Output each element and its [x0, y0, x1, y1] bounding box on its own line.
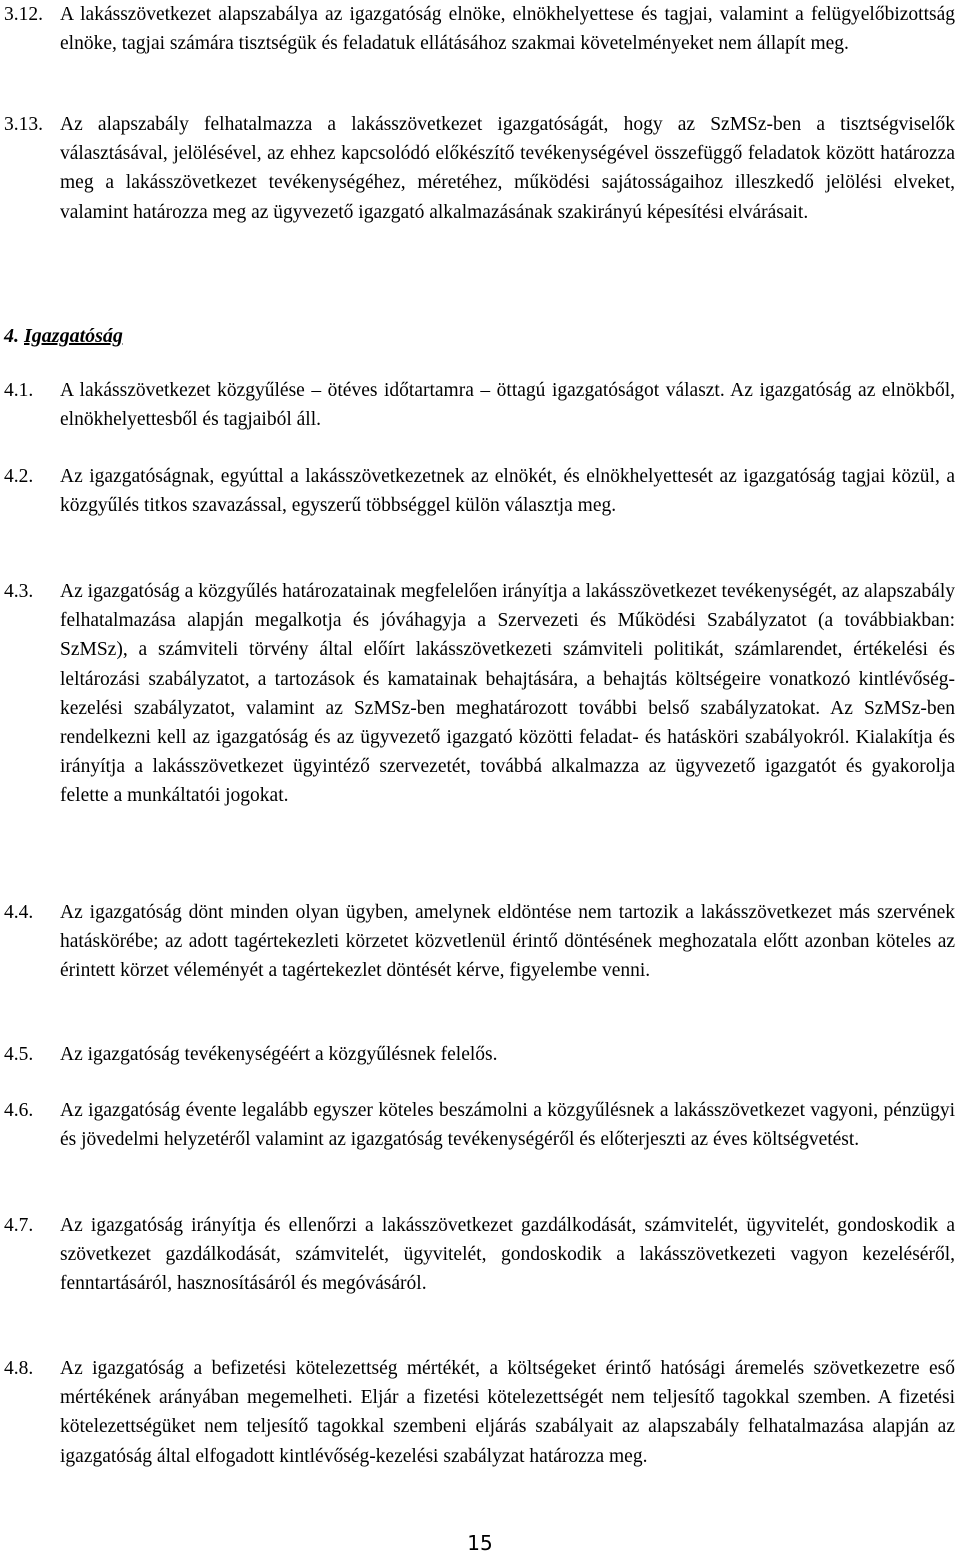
paragraph-number: 4.8.	[4, 1358, 34, 1379]
paragraph-4-4	[4, 898, 955, 986]
paragraph-number: 3.13.	[4, 114, 43, 135]
paragraph-text: A lakásszövetkezet alapszabálya az igazgatóság elnöke, elnökhelyettese és tagjai, valamint a felügyelőbizottság elnöke, tagjai számára tisztségük és feladatuk ellátásához szakmai követelményeket nem állapít meg.	[60, 4, 955, 55]
paragraph-3-13	[4, 110, 955, 227]
paragraph-number: 4.6.	[4, 1100, 34, 1121]
paragraph-text: Az igazgatóság évente legalább egyszer köteles beszámolni a közgyűlésnek a lakásszövetkezet vagyoni, pénzügyi és jövedelmi helyzetéről valamint az igazgatóság tevékenységéről és előterjeszti az éves költségvetést.	[60, 1100, 955, 1151]
paragraph-text: Az igazgatóság a befizetési kötelezettség mértékét, a költségeket érintő hatósági áremelés szövetkezetre eső mértékének arányában megemelheti. Eljár a fizetési kötelezettségét nem teljesítő tagokkal szemben. A fizetési kötelezettségüket nem teljesítő tagokkal szembeni eljárás szabályait az alapszabály felhatalmazása alapján az igazgatóság által elfogadott kintlévőség-kezelési szabályzat határozza meg.	[60, 1358, 955, 1467]
paragraph-number: 3.12.	[4, 4, 43, 25]
paragraph-number: 4.5.	[4, 1044, 34, 1065]
paragraph-4-8	[4, 1354, 955, 1471]
section-heading	[4, 322, 123, 351]
paragraph-3-12	[4, 0, 955, 58]
paragraph-text: Az igazgatóság irányítja és ellenőrzi a lakásszövetkezet gazdálkodását, számvitelét, ügyvitelét, gondoskodik a szövetkezet gazdálkodását, számvitelét, ügyvitelét, gondoskodik a lakásszövetkezeti vagyon kezeléséről, fenntartásáról, hasznosításáról és megóvásáról.	[60, 1215, 955, 1295]
paragraph-number: 4.2.	[4, 466, 34, 487]
paragraph-4-2	[4, 462, 955, 520]
paragraph-text: Az igazgatóság dönt minden olyan ügyben, amelynek eldöntése nem tartozik a lakásszövetkezet más szervének hatáskörébe; az adott tagértekezleti körzetet közvetlenül érintő döntésének meghozatala előtt azonban köteles az érintett körzet véleményét a tagértekezlet döntését kérve, figyelembe venni.	[60, 902, 955, 982]
paragraph-number: 4.4.	[4, 902, 34, 923]
paragraph-4-1	[4, 376, 955, 434]
paragraph-4-7	[4, 1211, 955, 1299]
page-number: 15	[467, 1531, 493, 1555]
paragraph-number: 4.3.	[4, 581, 34, 602]
paragraph-text: A lakásszövetkezet közgyűlése – ötéves időtartamra – öttagú igazgatóságot választ. Az igazgatóság az elnökből, elnökhelyettesből és tagjaiból áll.	[60, 380, 955, 431]
paragraph-text: Az igazgatóság a közgyűlés határozatainak megfelelően irányítja a lakásszövetkezet tevékenységét, az alapszabály felhatalmazása alapján megalkotja és jóváhagyja a Szervezeti és Működési Szabályzatot (a továbbiakban: SzMSz), a számviteli törvény által előírt lakásszövetkezeti számviteli politikát, számlarendet, értékelési és leltározási szabályzatot, a tartozások és kamatainak behajtására, a behajtás költségeire vonatkozó kintlévőség-kezelési szabályzatot, valamint az SzMSz-ben meghatározott további belső szabályzatokat. Az SzMSz-ben rendelkezni kell az igazgatóság és az ügyvezető igazgató közötti feladat- és hatásköri szabályokról. Kialakítja és irányítja a lakásszövetkezet ügyintéző szervezetét, továbbá alkalmazza az ügyvezető igazgatót és gyakorolja felette a munkáltatói jogokat.	[60, 581, 955, 807]
section-heading-title: Igazgatóság	[24, 325, 123, 347]
paragraph-4-3	[4, 577, 955, 811]
paragraph-number: 4.7.	[4, 1215, 34, 1236]
paragraph-text: Az alapszabály felhatalmazza a lakásszövetkezet igazgatóságát, hogy az SzMSz-ben a tisztségviselők választásával, jelölésével, az ehhez kapcsolódó előkészítő tevékenységével összefüggő feladatok között határozza meg a lakásszövetkezet tevékenységéhez, méretéhez, működési sajátosságaihoz illeszkedő jelölési elveket, valamint határozza meg az ügyvezető igazgató alkalmazásának szakirányú képesítési elvárásait.	[60, 114, 955, 223]
section-heading-number: 4.	[4, 325, 19, 347]
paragraph-4-6	[4, 1096, 955, 1154]
paragraph-text: Az igazgatóságnak, egyúttal a lakásszövetkezetnek az elnökét, és elnökhelyettesét az igazgatóság tagjai közül, a közgyűlés titkos szavazással, egyszerű többséggel külön választja meg.	[60, 466, 955, 517]
paragraph-text: Az igazgatóság tevékenységéért a közgyűlésnek felelős.	[60, 1044, 498, 1065]
paragraph-number: 4.1.	[4, 380, 34, 401]
paragraph-4-5	[4, 1040, 955, 1069]
